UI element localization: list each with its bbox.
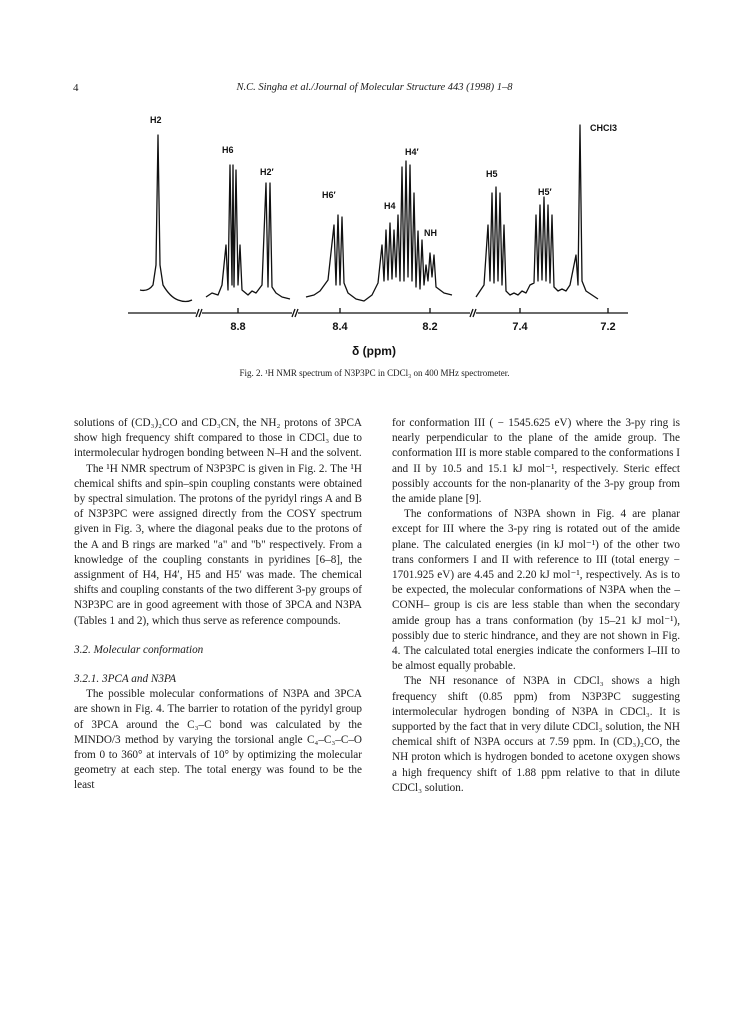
peak-label-chcl3: CHCl3 (590, 123, 618, 133)
left-paragraph-1: solutions of (CD₃)₂CO and CD₃CN, the NH₂ protons of 3PCA show high frequency shift compared to those in CDCl₃ due to intermolecular hydrogen bonding between N–H and the solvent. (74, 417, 362, 460)
peak-label-h4: H4 (384, 201, 396, 211)
running-head: N.C. Singha et al./Journal of Molecular Structure 443 (1998) 1–8 (236, 82, 513, 93)
left-column (74, 416, 362, 794)
peak-label-h5: H5 (486, 169, 498, 179)
right-paragraph-1: for conformation III ( − 1545.625 eV) where the 3-py ring is nearly perpendicular to the plane of the amide group. The conformation III is more stable compared to the conformations I and II by 10.5 and 15.1 kJ mol⁻¹, respectively. Steric effect possibly accounts for the non-planarity of the 3-py group from the amide plane [9]. (392, 417, 680, 506)
nmr-spectrum-figure (0, 105, 749, 367)
peak-label-h5p: H5′ (538, 187, 552, 197)
tick-label-7-4: 7.4 (512, 321, 528, 333)
subsection-heading: 3.2.1. 3PCA and N3PA (74, 673, 177, 686)
spectrum-trace-h2 (140, 135, 192, 302)
left-paragraph-3: The possible molecular conformations of N3PA and 3PCA are shown in Fig. 4. The barrier to rotation of the pyridyl group of 3PCA around the C₃–C bond was calculated by the MINDO/3 method by varying the torsional angle C₄–C₃–C–O from 0 to 360° at intervals of 10° by optimizing the molecular geometry at each step. The total energy was found to be the least (74, 688, 362, 792)
peak-label-h6: H6 (222, 145, 234, 155)
peak-label-h2p: H2′ (260, 167, 274, 177)
tick-label-8-2: 8.2 (422, 321, 438, 333)
peak-label-h6p: H6′ (322, 190, 336, 200)
peak-label-nh: NH (424, 228, 437, 238)
right-paragraph-2: The conformations of N3PA shown in Fig. 4 are planar except for III where the 3-py ring is rotated out of the amide plane. The calculated energies (in kJ mol⁻¹) of the other two trans conformers I and II with reference to III (total energy − 1701.925 eV) are 4.45 and 2.20 kJ mol⁻¹, respectively. As is to be expected, the molecular conformations of N3PA when the –CONH– group is cis are less stable than when the secondary amide group has a trans conformation (by 15–21 kJ mol⁻¹), possibly due to steric hindrance, and they are not shown in Fig. 4. The calculated total energies indicate the conformers I–III to be almost equally probable. (392, 508, 680, 673)
spectrum-trace-h5-chcl3 (476, 125, 598, 299)
page-number: 4 (73, 82, 79, 94)
tick-label-7-2: 7.2 (600, 321, 616, 333)
right-column (392, 416, 680, 796)
peak-label-h2: H2 (150, 115, 162, 125)
axis-label-ppm: δ (ppm) (352, 344, 396, 358)
right-paragraph-3: The NH resonance of N3PA in CDCl₃ shows a high frequency shift (0.85 ppm) from N3P3PC suggesting intermolecular hydrogen bonding of N3PA in CDCl₃. It is supported by the fact that in very dilute CDCl₃ solution, the NH chemical shift of N3PA occurs at 7.59 ppm. In (CD₃)₂CO, the NH proton which is hydrogen bonded to acetone oxygen shows a high frequency shift of 1.88 ppm relative to that in dilute CDCl₃ solution. (392, 675, 680, 794)
spectrum-trace-h6-h2p (206, 165, 290, 299)
figure-caption: Fig. 2. ¹H NMR spectrum of N3P3PC in CDCl₃ on 400 MHz spectrometer. (239, 368, 510, 378)
left-paragraph-2: The ¹H NMR spectrum of N3P3PC is given in Fig. 2. The ¹H chemical shifts and spin–spin coupling constants were obtained by spectral simulation. The protons of the pyridyl rings A and B of N3P3PC were assigned directly from the COSY spectrum given in Fig. 3, where the diagonal peaks due to the protons of the A and B rings are marked "a" and "b" respectively. From a knowledge of the coupling constants in pyridines [6–8], the assignment of H4, H4′, H5 and H5′ was made. The chemical shifts and coupling constants of the two different 3-py groups of N3P3PC are in good agreement with those of 3PCA and N3PA (Tables 1 and 2), which thus serve as reference compounds. (74, 462, 362, 627)
section-heading: 3.2. Molecular conformation (74, 643, 204, 656)
peak-label-h4p: H4′ (405, 147, 419, 157)
tick-label-8-4: 8.4 (332, 321, 348, 333)
tick-label-8-8: 8.8 (230, 321, 246, 333)
